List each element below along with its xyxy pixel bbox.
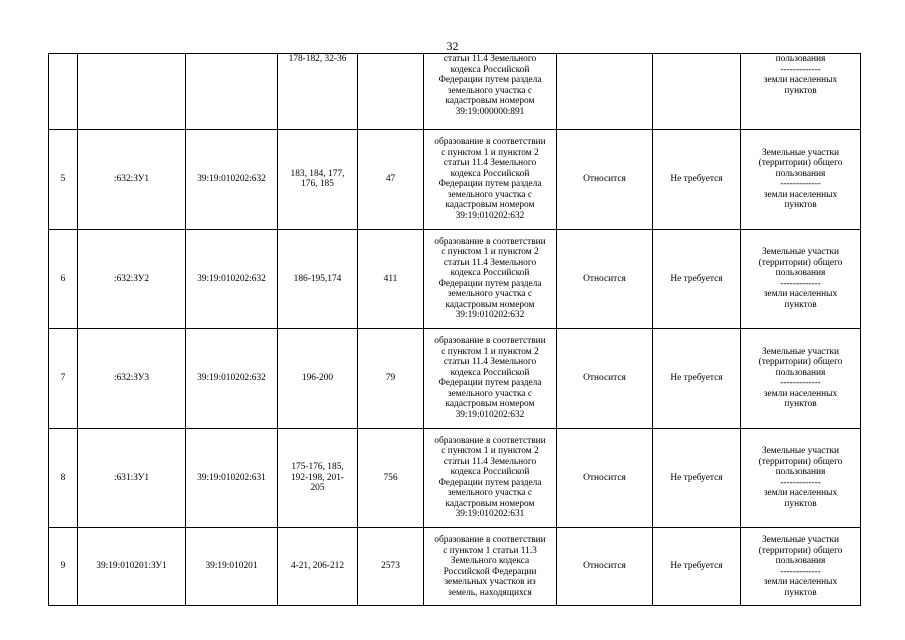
page-number: 32 (446, 39, 459, 53)
land-category-text: Земельные участки (территории) общего пользования ------------- земли населенных пунктов (758, 446, 843, 509)
boundary-points (278, 528, 358, 606)
plot-area: 756 (358, 428, 424, 528)
plot-area: 47 (358, 130, 424, 230)
plot-area: 411 (358, 229, 424, 329)
relation-status: Относится (557, 130, 653, 230)
boundary-points: 178-182, 32-36 (278, 54, 358, 130)
plot-designation: :632:ЗУ2 (78, 229, 186, 329)
formation-method (424, 528, 557, 606)
formation-method-text: образование в соответствии с пунктом 1 и пунктом 2 статьи 11.4 Земельного кодекса Российской Федерации путем раздела земельного участка с кадастровым номером 39:19:010202:632 (434, 137, 546, 221)
boundary-points-text: 186-195,174 (293, 273, 342, 284)
parent-cadastral-number: 39:19:010202:632 (186, 329, 278, 429)
row-number (49, 54, 78, 130)
boundary-points-text: 196-200 (301, 373, 334, 383)
formation-method (424, 428, 557, 528)
requirement-status: Не требуется (653, 229, 741, 329)
row-number: 8 (49, 428, 78, 528)
plot-area (358, 54, 424, 130)
parent-cadastral-number (186, 54, 278, 130)
relation-status: Относится (557, 528, 653, 606)
parent-cadastral-number: 39:19:010202:632 (186, 229, 278, 329)
boundary-points (278, 229, 358, 329)
relation-status: Относится (557, 229, 653, 329)
boundary-points-text: 175-176, 185, 192-198, 201- 205 (290, 462, 345, 493)
formation-method (424, 329, 557, 429)
formation-method-text: образование в соответствии с пунктом 1 и пунктом 2 статьи 11.4 Земельного кодекса Российской Федерации путем раздела земельного участка с кадастровым номером 39:19:010202:632 (434, 236, 546, 321)
requirement-status (653, 54, 741, 130)
row-number: 6 (49, 229, 78, 329)
boundary-points (278, 329, 358, 429)
boundary-points-text: 183, 184, 177, 176, 185 (290, 168, 345, 190)
boundary-points-text: 4-21, 206-212 (290, 561, 345, 572)
row-number: 9 (49, 528, 78, 606)
formation-method-text: образование в соответствии с пунктом 1 и пунктом 2 статьи 11.4 Земельного кодекса Российской Федерации путем раздела земельного участка с кадастровым номером 39:19:010202:632 (434, 336, 546, 420)
boundary-points (278, 428, 358, 528)
formation-method (424, 229, 557, 329)
land-category (741, 528, 861, 606)
requirement-status: Не требуется (653, 428, 741, 528)
table-row (49, 528, 861, 606)
formation-method-text: статьи 11.4 Земельного кодекса Российской Федерации путем раздела земельного участка с кадастровым номером 39:19:000000:891 (438, 54, 542, 117)
plot-designation: 39:19:010201:ЗУ1 (78, 528, 186, 606)
land-category-text: Земельные участки (территории) общего пользования ------------- земли населенных пунктов (758, 147, 843, 211)
land-category-text: пользования ------------- земли населенных пунктов (763, 54, 838, 96)
formation-method (424, 54, 557, 130)
requirement-status: Не требуется (653, 329, 741, 429)
plot-area: 79 (358, 329, 424, 429)
table-row (49, 229, 861, 329)
formation-method-text: образование в соответствии с пунктом 1 и пунктом 2 статьи 11.4 Земельного кодекса Российской Федерации путем раздела земельного участка с кадастровым номером 39:19:010202:631 (434, 435, 546, 520)
land-category-text: Земельные участки (территории) общего пользования ------------- земли населенных пунктов (758, 346, 843, 410)
land-category (741, 130, 861, 230)
parent-cadastral-number: 39:19:010202:631 (186, 428, 278, 528)
boundary-points (278, 130, 358, 230)
land-category (741, 54, 861, 130)
relation-status: Относится (557, 428, 653, 528)
table-row (49, 329, 861, 429)
formation-method-text: образование в соответствии с пунктом 1 статьи 11.3 Земельного кодекса Российской Федерации земельных участков из земель, находящихся (434, 535, 546, 598)
table-row (49, 54, 861, 130)
requirement-status: Не требуется (653, 130, 741, 230)
table-row (49, 428, 861, 528)
parent-cadastral-number: 39:19:010201 (186, 528, 278, 606)
requirement-status: Не требуется (653, 528, 741, 606)
land-plots-table (48, 53, 861, 606)
parent-cadastral-number: 39:19:010202:632 (186, 130, 278, 230)
relation-status: Относится (557, 329, 653, 429)
land-category-text: Земельные участки (территории) общего пользования ------------- земли населенных пунктов (758, 247, 843, 310)
land-category (741, 229, 861, 329)
plot-designation: :632:ЗУ1 (78, 130, 186, 230)
land-category (741, 428, 861, 528)
land-category-text: Земельные участки (территории) общего пользования ------------- земли населенных пунктов (758, 535, 843, 598)
row-number: 5 (49, 130, 78, 230)
plot-designation: :632:ЗУ3 (78, 329, 186, 429)
plot-designation: :631:ЗУ1 (78, 428, 186, 528)
plot-designation (78, 54, 186, 130)
land-category (741, 329, 861, 429)
formation-method (424, 130, 557, 230)
table-row (49, 130, 861, 230)
row-number: 7 (49, 329, 78, 429)
plot-area: 2573 (358, 528, 424, 606)
relation-status (557, 54, 653, 130)
